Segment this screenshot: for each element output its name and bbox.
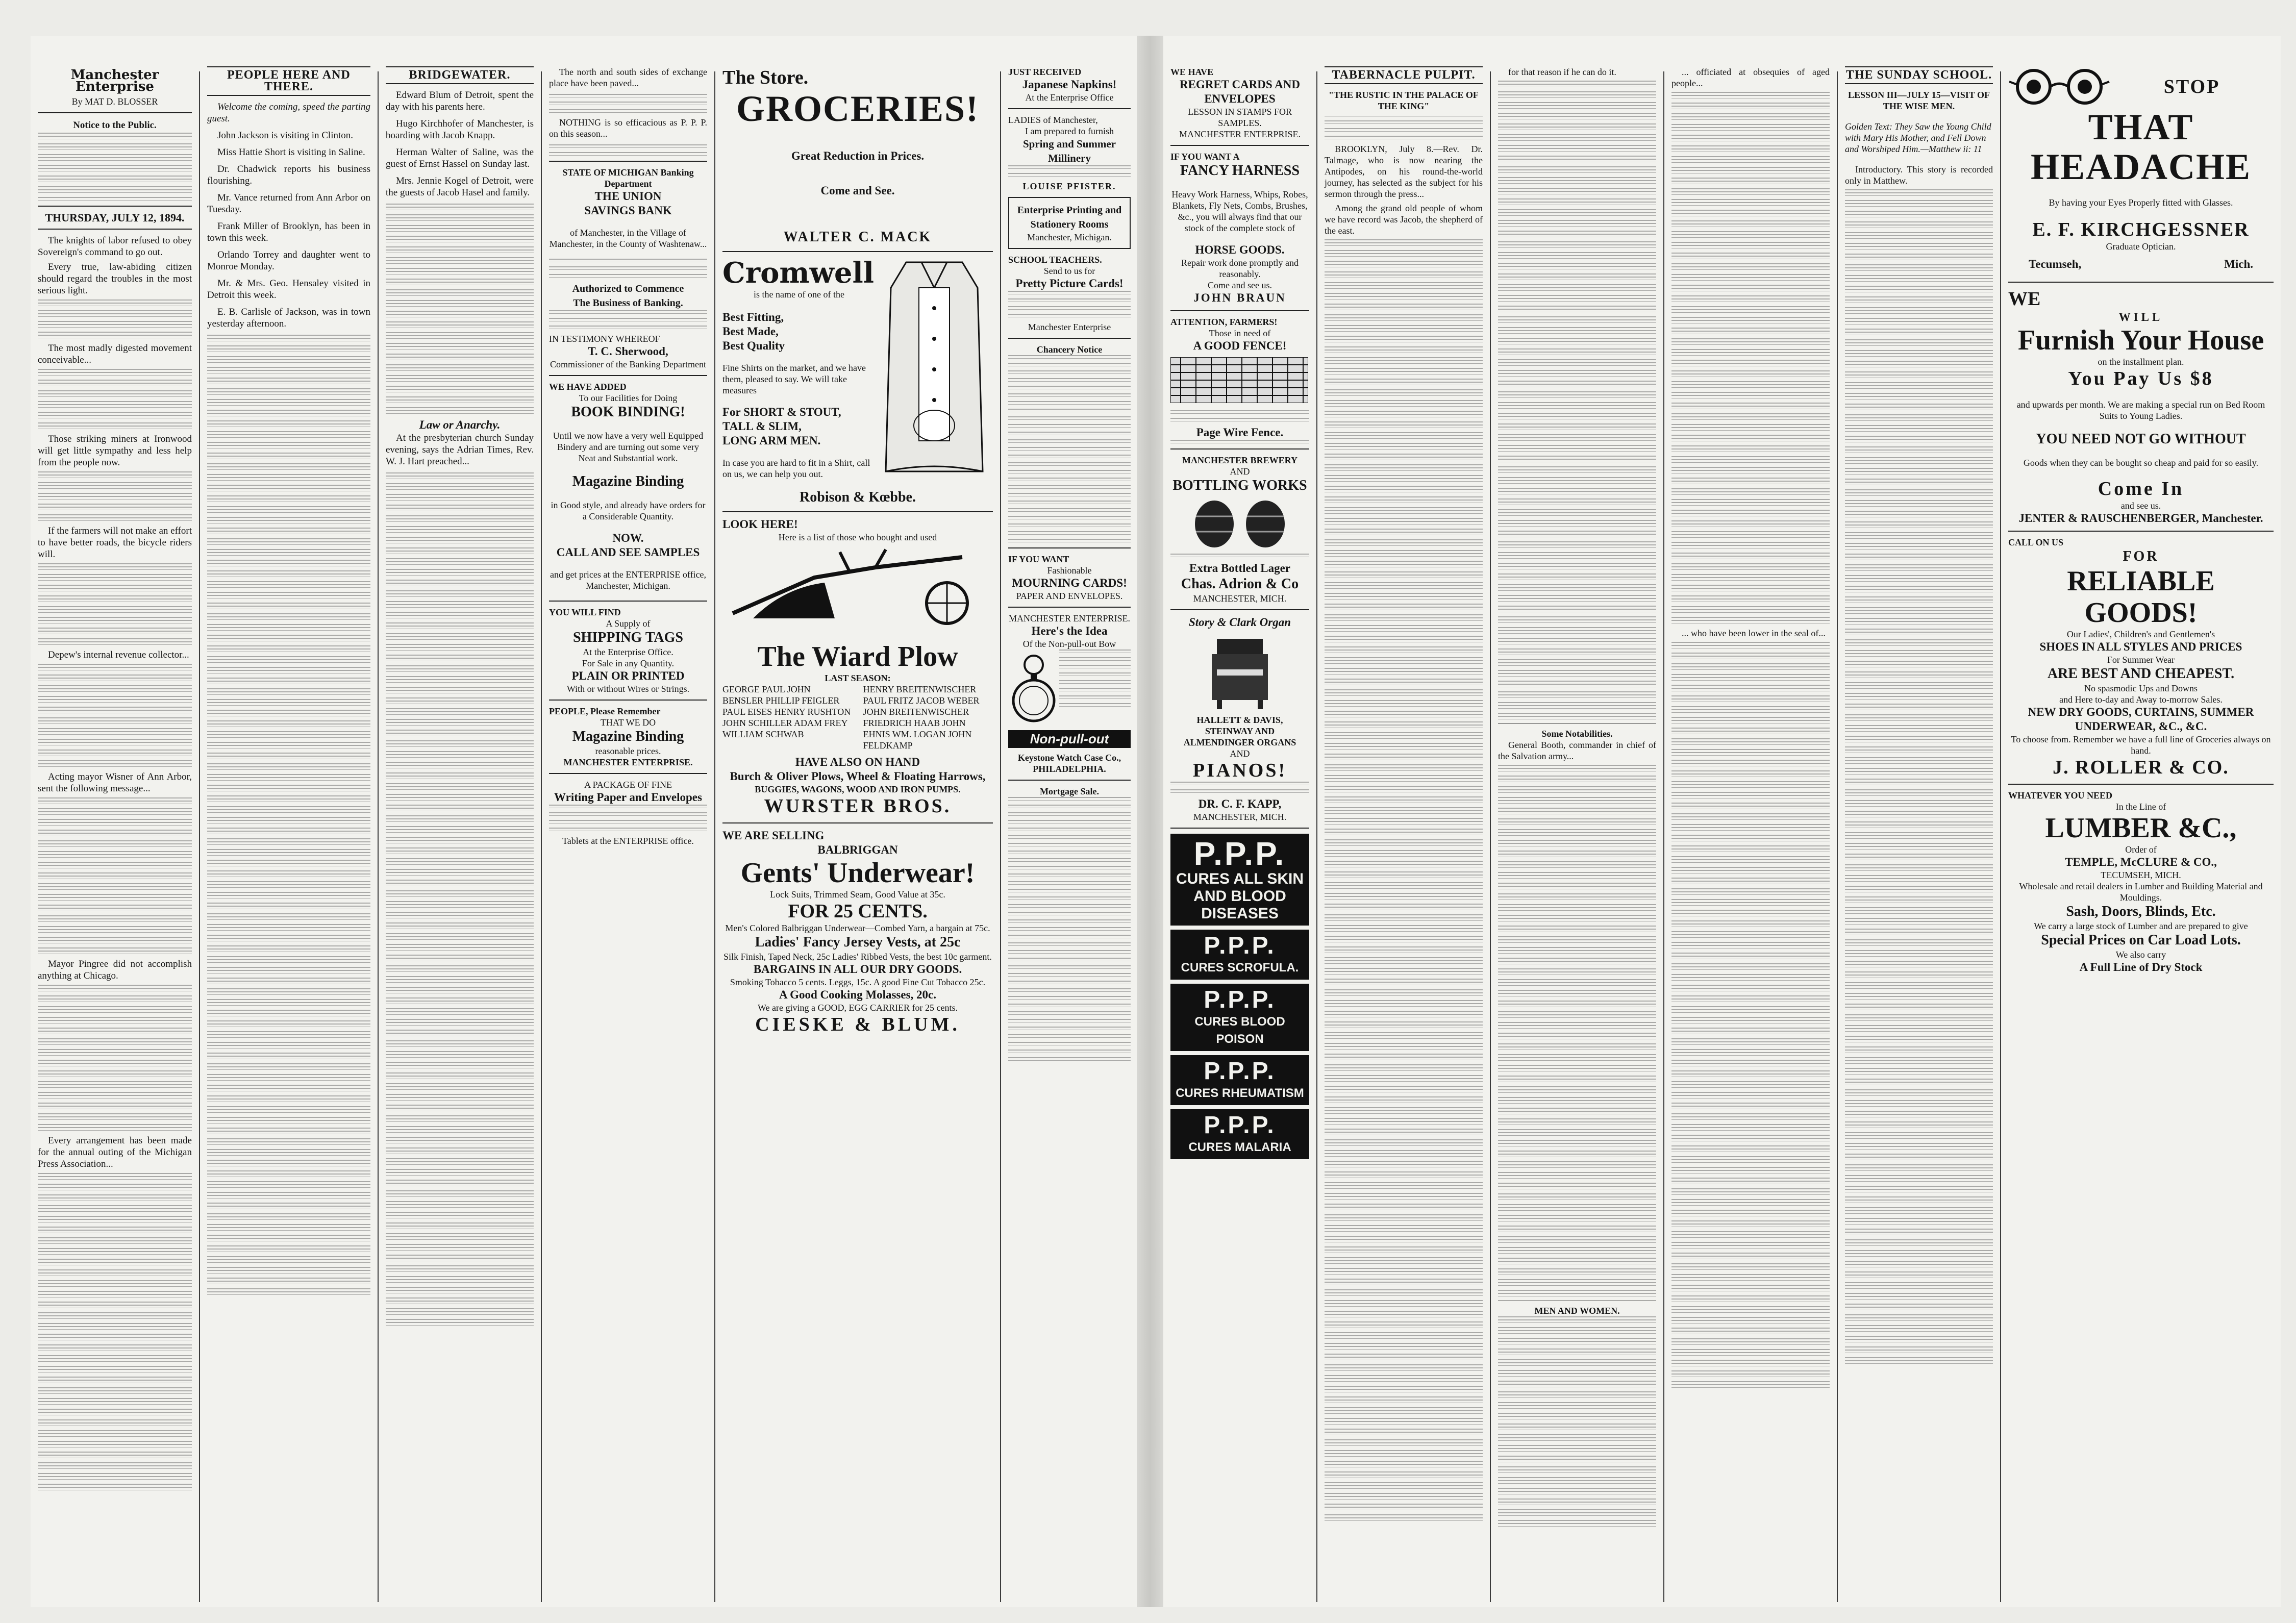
reliable-goods-heading: RELIABLE GOODS! (2067, 565, 2215, 629)
ad-line: MANCHESTER BREWERY (1182, 455, 1297, 465)
ad-line: In the Line of (2115, 802, 2166, 812)
regret-cards: REGRET CARDS AND ENVELOPES (1179, 78, 1300, 105)
ad-line: BARGAINS IN ALL OUR DRY GOODS. (753, 963, 962, 976)
bank-authorized: Authorized to Commence (572, 283, 684, 294)
wiard-plow-heading: The Wiard Plow (757, 641, 958, 672)
lesson-title: LESSON III—JULY 15—VISIT OF THE WISE MEN. (1848, 90, 1990, 111)
ad-line: IF YOU WANT A (1170, 152, 1240, 162)
ppp-logo: P.P.P. (1204, 1112, 1276, 1139)
ad-line: HAVE ALSO ON HAND (795, 756, 920, 768)
golden-text: Golden Text: They Saw the Young Child with Mary His Mother, and Fell Down and Worshiped Him.—Matthew ii: 11 (1845, 121, 1991, 154)
article-heading: Some Notabilities. (1541, 729, 1613, 739)
ad-line: LOUISE PFISTER. (1022, 181, 1116, 191)
eyeglasses-icon (2008, 66, 2110, 107)
ad-line: WILL (2118, 311, 2163, 323)
editorial-paragraph: Every true, law-abiding citizen should regard the troubles in the most serious light. (38, 262, 192, 296)
news-item: NOTHING is so efficacious as P. P. P. on this season... (549, 117, 707, 139)
right-column-6 (2001, 66, 2281, 1597)
ad-line: Enterprise Printing and Stationery Rooms (1017, 205, 1122, 230)
organ-brand: Story & Clark Organ (1188, 616, 1291, 629)
lesson-paragraph: Introductory. This story is recorded only in Matthew. (1845, 164, 1993, 186)
news-item: Herman Walter of Saline, was the guest of Ernst Hassel on Sunday last. (386, 147, 534, 169)
news-item: At the presbyterian church Sunday evening, says the Adrian Times, Rev. W. J. Hart preached... (386, 433, 534, 467)
ad-line: In case you are hard to fit in a Shirt, call on us, we can help you out. (722, 458, 870, 479)
look-here: LOOK HERE! (722, 518, 798, 531)
ad-line: We are giving a GOOD, EGG CARRIER for 25 cents. (758, 1003, 958, 1013)
headache-heading: THAT HEADACHE (2030, 107, 2252, 187)
ad-line: PEOPLE, Please Remember (549, 706, 661, 716)
ad-line: on the installment plan. (2098, 357, 2184, 367)
jenter-name: JENTER & RAUSCHENBERGER, Manchester. (2018, 512, 2263, 525)
column-heading: BRIDGEWATER. (386, 66, 534, 84)
ad-line: in Good style, and already have orders for a Considerable Quantity. (551, 500, 706, 521)
ad-line: Of the Non-pull-out Bow (1022, 639, 1116, 649)
ad-line: To choose from. Remember we have a full line of Groceries always on hand. (2011, 734, 2271, 756)
fence-illustration (1170, 357, 1308, 403)
ad-line: BALBRIGGAN (817, 843, 898, 856)
right-column-5 (1838, 66, 2000, 1597)
wurster-bros: WURSTER BROS. (764, 795, 952, 817)
ad-line: YOU WILL FIND (549, 607, 621, 617)
left-column-3 (379, 66, 541, 1597)
picture-cards: Pretty Picture Cards! (1015, 277, 1124, 290)
sermon-paragraph: Among the grand old people of whom we have record was Jacob, the shepherd of the east. (1325, 203, 1483, 236)
editorial-paragraph: Every arrangement has been made for the annual outing of the Michigan Press Association... (38, 1135, 192, 1169)
ppp-logo: P.P.P. (1204, 932, 1276, 959)
mourning-cards: MOURNING CARDS! (1012, 577, 1127, 589)
left-column-5 (715, 66, 1000, 1597)
news-item: General Booth, commander in chief of the Salvation army... (1498, 740, 1656, 761)
news-item: Welcome the coming, speed the parting guest. (207, 102, 370, 124)
ad-line: Tecumseh, (2029, 258, 2082, 270)
ad-line: PAPER AND ENVELOPES. (1016, 591, 1123, 601)
ad-line: CALL AND SEE SAMPLES (556, 546, 700, 559)
column-heading: THE SUNDAY SCHOOL. (1845, 66, 1993, 84)
ad-line: BUGGIES, WAGONS, WOOD AND IRON PUMPS. (755, 784, 961, 794)
ad-line: A Good Cooking Molasses, 20c. (779, 988, 936, 1001)
stop-heading: STOP (2163, 76, 2220, 97)
right-column-3 (1491, 66, 1663, 1597)
ad-line: MANCHESTER, MICH. (1193, 593, 1287, 604)
page-gutter (1137, 36, 1163, 1607)
article-heading: MEN AND WOMEN. (1534, 1306, 1620, 1316)
article-heading: Law or Anarchy. (419, 418, 501, 431)
ad-line: AND (1230, 466, 1250, 477)
left-column-6 (1001, 66, 1138, 1597)
bank-name: THE UNION (594, 190, 662, 203)
ad-line: Mich. (2224, 258, 2253, 270)
watch-bow-illustration (1008, 650, 1059, 726)
need-not-heading: YOU NEED NOT GO WITHOUT (2036, 431, 2246, 447)
writing-paper-heading: Writing Paper and Envelopes (554, 791, 702, 804)
you-pay-us: You Pay Us $8 (2068, 368, 2214, 389)
editorial-paragraph: Mayor Pingree did not accomplish anything at Chicago. (38, 959, 192, 981)
editorial-paragraph: Acting mayor Wisner of Ann Arbor, sent the following message... (38, 771, 192, 794)
news-item: The north and south sides of exchange place have been paved... (549, 67, 707, 88)
ad-line: IF YOU WANT (1008, 554, 1069, 564)
ad-line: NOW. (612, 532, 644, 544)
news-item: Dr. Chadwick reports his business flourishing. (207, 164, 370, 186)
news-item: Miss Hattie Short is visiting in Saline. (217, 147, 365, 158)
ad-line: WHATEVER YOU NEED (2008, 790, 2113, 801)
bank-business: The Business of Banking. (573, 297, 683, 309)
ppp-ad-2 (1170, 930, 1309, 980)
editorial-paragraph: The most madly digested movement conceivable... (38, 343, 192, 365)
best-cheapest: ARE BEST AND CHEAPEST. (2047, 666, 2235, 682)
ad-line: TALL & SLIM, (722, 420, 802, 433)
ad-line: Fine Shirts on the market, and we have them, pleased to say. We will take measures (722, 363, 866, 395)
column-heading: PEOPLE HERE AND THERE. (207, 66, 370, 96)
ad-line: FOR (2123, 548, 2159, 564)
ad-line: MANCHESTER ENTERPRISE. (1179, 129, 1301, 139)
shoes-line: SHOES IN ALL STYLES AND PRICES (2039, 640, 2242, 653)
customer-list-left: GEORGE PAUL JOHN BENSLER PHILLIP FEIGLER PAUL EISES HENRY RUSHTON JOHN SCHILLER ADAM FREY WILLIAM SCHWAB (722, 684, 851, 739)
cieske-blum: CIESKE & BLUM. (755, 1014, 960, 1035)
ad-line: I am prepared to furnish (1025, 126, 1114, 136)
ad-line: Men's Colored Balbriggan Underwear—Combed Yarn, a bargain at 75c. (725, 923, 990, 933)
ppp-ad-5 (1170, 1109, 1309, 1159)
full-line: A Full Line of Dry Stock (2079, 961, 2203, 973)
extra-lager: Extra Bottled Lager (1189, 562, 1290, 575)
news-item: Frank Miller of Brooklyn, has been in town this week. (207, 221, 370, 243)
ad-line: Here is a list of those who bought and used (778, 532, 937, 542)
ladies-vests: Ladies' Fancy Jersey Vests, at 25c (755, 934, 961, 950)
ad-line: STEINWAY AND (1205, 726, 1275, 736)
ad-line: Manchester, Michigan. (1027, 232, 1112, 242)
bank-signature-title: Commissioner of the Banking Department (550, 359, 706, 369)
magazine-binding-heading: Magazine Binding (572, 473, 684, 489)
non-pull-out-banner: Non-pull-out (1008, 730, 1131, 748)
bank-text: of Manchester, in the Village of Manchester, in the County of Washtenaw... (549, 228, 707, 249)
spring-millinery: Spring and Summer Millinery (1022, 138, 1116, 164)
news-item: John Jackson is visiting in Clinton. (217, 130, 354, 141)
ad-line: A PACKAGE OF FINE (584, 780, 672, 790)
sermon-paragraph: ... officiated at obsequies of aged people... (1671, 67, 1830, 88)
right-column-2 (1317, 66, 1490, 1597)
notice-heading: Notice to the Public. (73, 120, 157, 131)
heres-the-idea: Here's the Idea (1031, 625, 1108, 637)
ad-line: ALMENDINGER ORGANS (1183, 737, 1296, 747)
ad-line: Goods when they can be bought so cheap and paid for so easily. (2023, 458, 2259, 468)
bottling-works: BOTTLING WORKS (1172, 478, 1307, 493)
ad-line: reasonable prices. (595, 746, 661, 756)
ad-line: and Here to-day and Away to-morrow Sales. (2059, 694, 2223, 705)
ad-line: and get prices at the ENTERPRISE office, Manchester, Michigan. (550, 569, 707, 591)
ppp-logo: P.P.P. (1193, 835, 1286, 872)
cromwell-heading: Cromwell (722, 256, 875, 290)
ppp-claim: CURES RHEUMATISM (1176, 1086, 1304, 1100)
fancy-harness: FANCY HARNESS (1180, 163, 1300, 179)
issue-date: THURSDAY, JULY 12, 1894. (45, 211, 185, 224)
ad-line: At the Enterprise Office. (583, 647, 673, 657)
ad-line: Until we now have a very well Equipped Bindery and are turning out some very Neat and Substantial work. (553, 431, 704, 463)
lumber-heading: LUMBER &C., (2045, 812, 2237, 844)
sermon-subtitle: "THE RUSTIC IN THE PALACE OF THE KING" (1329, 90, 1479, 111)
ad-line: At the Enterprise Office (1025, 92, 1114, 103)
ad-line: WE ARE SELLING (722, 829, 825, 842)
ad-line: LONG ARM MEN. (722, 434, 821, 447)
ad-line: We also carry (2115, 950, 2166, 960)
reduction-line: Great Reduction in Prices. (791, 149, 925, 162)
ad-line: SCHOOL TEACHERS. (1008, 255, 1102, 265)
ad-line: Heavy Work Harness, Whips, Robes, Blankets, Fly Nets, Combs, Brushes, &c., you will always find that our stock of the complete stock of (1171, 189, 1308, 233)
right-column-1 (1163, 66, 1316, 1597)
ad-line: For Sale in any Quantity. (582, 658, 675, 668)
ad-line: AND (1230, 748, 1250, 759)
news-item: Mr. & Mrs. Geo. Hensaley visited in Detroit this week. (207, 278, 370, 301)
ad-line: Tablets at the ENTERPRISE office. (562, 836, 694, 846)
left-column-4 (542, 66, 714, 1597)
ppp-logo: P.P.P. (1204, 1058, 1276, 1085)
ppp-claim: CURES ALL SKIN AND BLOOD DISEASES (1176, 870, 1304, 922)
temple-name: TEMPLE, McCLURE & CO., (2065, 856, 2217, 868)
ad-line: Come and see us. (1208, 280, 1272, 290)
ppp-logo: P.P.P. (1204, 986, 1276, 1013)
byline: By MAT D. BLOSSER (71, 96, 158, 107)
ppp-ad-4 (1170, 1055, 1309, 1105)
left-column-1 (31, 66, 199, 1597)
ad-line: MANCHESTER ENTERPRISE. (1008, 613, 1131, 623)
bank-testimony: IN TESTIMONY WHEREOF (549, 334, 660, 344)
ad-line: For Summer Wear (2107, 655, 2175, 665)
shirt-illustration (876, 257, 993, 482)
news-item: Mrs. Jennie Kogel of Detroit, were the guests of Jacob Hasel and family. (386, 176, 534, 198)
news-item: E. B. Carlisle of Jackson, was in town yesterday afternoon. (207, 307, 370, 329)
ad-line: Our Ladies', Children's and Gentlemen's (2066, 629, 2215, 639)
sash-doors: Sash, Doors, Blinds, Etc. (2066, 904, 2216, 919)
page-wire-fence: Page Wire Fence. (1196, 426, 1284, 439)
new-dry-goods: NEW DRY GOODS, CURTAINS, SUMMER UNDERWEAR, &C., &C. (2028, 706, 2254, 733)
ad-line: CALL ON US (2008, 537, 2064, 547)
ad-line: With or without Wires or Strings. (566, 684, 690, 694)
plow-illustration (722, 547, 988, 634)
ad-line: WE HAVE ADDED (549, 382, 627, 392)
ad-line: We carry a large stock of Lumber and are prepared to give (2034, 921, 2248, 931)
legal-heading: Mortgage Sale. (1040, 786, 1099, 796)
shipping-tags-heading: SHIPPING TAGS (572, 630, 683, 645)
ad-line: For SHORT & STOUT, (722, 406, 841, 418)
chas-adrion: Chas. Adrion & Co (1181, 576, 1299, 592)
barrels-illustration (1189, 498, 1291, 550)
groceries-heading: GROCERIES! (736, 88, 980, 129)
ad-line: A Supply of (606, 618, 651, 629)
ad-line: Burch & Oliver Plows, Wheel & Floating Harrows, (730, 770, 986, 783)
sermon-paragraph: for that reason if he can do it. (1508, 67, 1616, 77)
roller-name: J. ROLLER & CO. (2053, 757, 2229, 778)
ad-line: Smoking Tobacco 5 cents. Leggs, 15c. A good Fine Cut Tobacco 25c. (730, 977, 986, 987)
masthead: Manchester Enterprise (70, 67, 159, 94)
ad-line: PLAIN OR PRINTED (571, 669, 685, 682)
mack-name: WALTER C. MACK (783, 229, 932, 245)
editorial-paragraph: Those striking miners at Ironwood will get little sympathy and less help from the people now. (38, 434, 192, 468)
ppp-ad-1 (1170, 834, 1309, 926)
ad-line: LESSON IN STAMPS FOR SAMPLES. (1187, 107, 1292, 128)
kirchgessner-name: E. F. KIRCHGESSNER (2032, 219, 2250, 240)
ppp-claim: CURES MALARIA (1188, 1140, 1291, 1154)
ad-line: and upwards per month. We are making a special run on Bed Room Suits to Young Ladies. (2016, 399, 2265, 421)
left-page (31, 36, 1138, 1607)
ppp-ad-3 (1170, 984, 1309, 1051)
left-column-2 (200, 66, 378, 1597)
ad-line: Manchester Enterprise (1028, 322, 1111, 332)
best-fitting: Best Fitting, (722, 311, 784, 323)
dr-kapp: DR. C. F. KAPP, (1198, 797, 1282, 810)
ad-line: WE HAVE (1170, 67, 1214, 77)
editorial-paragraph: Depew's internal revenue collector... (48, 650, 189, 660)
ad-line: Graduate Optician. (2106, 241, 2176, 252)
legal-heading: Chancery Notice (1036, 344, 1103, 355)
ad-line: Fashionable (1047, 565, 1092, 576)
state-notice: STATE OF MICHIGAN Banking Department (562, 167, 694, 189)
magazine-binding-heading-2: Magazine Binding (572, 729, 684, 744)
book-binding-heading: BOOK BINDING! (571, 404, 685, 420)
ad-line: Those in need of (1209, 328, 1271, 338)
ad-line: Send to us for (1043, 266, 1095, 276)
ad-line: Silk Finish, Taped Neck, 25c Ladies' Ribbed Vests, the best 10c garment. (723, 952, 992, 962)
ad-line: Lock Suits, Trimmed Seam, Good Value at 35c. (770, 889, 945, 900)
special-prices: Special Prices on Car Load Lots. (2041, 932, 2241, 948)
best-made: Best Made, (722, 325, 779, 338)
ad-line: Wholesale and retail dealers in Lumber and Building Material and Mouldings. (2019, 881, 2263, 903)
ad-line: JUST RECEIVED (1008, 67, 1082, 77)
ad-line: MANCHESTER ENTERPRISE. (563, 757, 693, 767)
ppp-claim: CURES SCROFULA. (1181, 961, 1299, 975)
horse-goods: HORSE GOODS. (1195, 243, 1285, 256)
ad-line: Repair work done promptly and reasonably. (1181, 258, 1299, 279)
ad-line: By having your Eyes Properly fitted with Glasses. (2049, 197, 2233, 208)
ad-line: LADIES of Manchester, (1008, 115, 1098, 125)
ad-line: Order of (2125, 844, 2157, 855)
column-heading: TABERNACLE PULPIT. (1325, 66, 1483, 84)
ad-line: No spasmodic Ups and Downs (2084, 683, 2198, 693)
season-line: LAST SEASON: (825, 673, 891, 683)
ad-line: MANCHESTER, MICH. (1193, 812, 1287, 822)
news-item: Mr. Vance returned from Ann Arbor on Tuesday. (207, 192, 370, 215)
news-item: Orlando Torrey and daughter went to Monroe Monday. (207, 249, 370, 272)
bank-signature: T. C. Sherwood, (588, 345, 668, 358)
ad-line: is the name of one of the (754, 289, 844, 299)
right-column-4 (1664, 66, 1837, 1597)
for-25-cents: FOR 25 CENTS. (788, 901, 928, 922)
pianos-heading: PIANOS! (1192, 760, 1287, 781)
best-quality: Best Quality (722, 339, 785, 352)
ppp-claim: CURES BLOOD POISON (1194, 1015, 1285, 1046)
robison-koebbe: Robison & Kœbbe. (800, 489, 916, 505)
editorial-paragraph: The knights of labor refused to obey Sovereign's command to go out. (38, 235, 192, 258)
ad-line: THAT WE DO (600, 717, 656, 728)
japanese-napkins: Japanese Napkins! (1022, 78, 1117, 91)
ad-line: WE (2008, 288, 2041, 310)
ad-line: Keystone Watch Case Co., PHILADELPHIA. (1017, 753, 1121, 774)
sermon-paragraph: ... who have been lower in the seal of... (1682, 628, 1826, 638)
john-braun: JOHN BRAUN (1193, 291, 1286, 304)
right-page (1163, 36, 2281, 1607)
editorial-paragraph: If the farmers will not make an effort to have better roads, the bicycle riders will. (38, 526, 192, 560)
come-see-line: Come and See. (820, 184, 895, 197)
good-fence: A GOOD FENCE! (1193, 339, 1287, 352)
gents-underwear: Gents' Underwear! (740, 857, 975, 889)
bank-name-2: SAVINGS BANK (584, 204, 672, 217)
ad-line: and see us. (2120, 501, 2161, 511)
organ-illustration (1202, 634, 1278, 710)
store-heading: The Store. (722, 67, 809, 88)
sermon-paragraph: BROOKLYN, July 8.—Rev. Dr. Talmage, who is now nearing the Antipodes, on his round-the-world journey, has selected as the subject for his sermon through the press... (1325, 144, 1483, 199)
furnish-house-heading: Furnish Your House (2017, 324, 2264, 356)
come-in-heading: Come In (2098, 478, 2184, 500)
ad-line: HALLETT & DAVIS, (1196, 715, 1283, 725)
ad-line: To our Facilities for Doing (579, 393, 678, 403)
ad-line: ATTENTION, FARMERS! (1170, 317, 1278, 327)
ad-line: TECUMSEH, MICH. (2101, 870, 2181, 880)
news-item: Hugo Kirchhofer of Manchester, is boarding with Jacob Knapp. (386, 118, 534, 141)
customer-list-right: HENRY BREITENWISCHER PAUL FRITZ JACOB WEBER JOHN BREITENWISCHER FRIEDRICH HAAB JOHN EHNIS WM. LOGAN JOHN FELDKAMP (863, 684, 980, 751)
news-item: Edward Blum of Detroit, spent the day with his parents here. (386, 90, 534, 112)
